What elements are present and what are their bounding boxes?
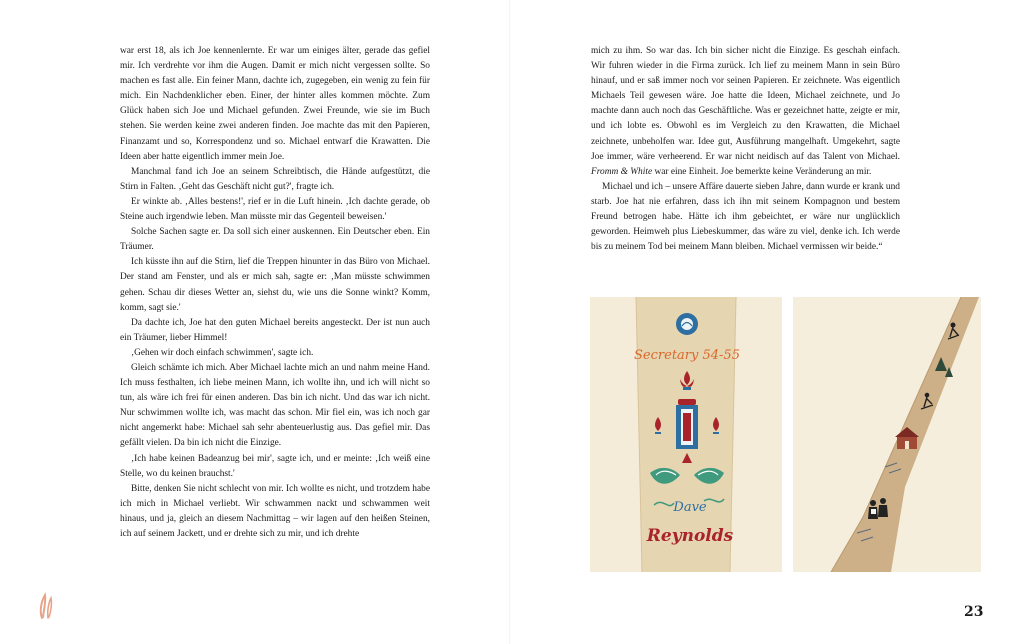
left-paragraph-9: ‚Ich habe keinen Badeanzug bei mir', sagte ich, und er meinte: ‚Ich weiß eine Stelle, wo du keinen brauchst.' (120, 453, 430, 479)
right-paragraph-1-text: mich zu ihm. So war das. Ich bin sicher nicht die Einzige. Es geschah einfach. Wir fuhren wieder in die Firma zurück. Ich lief zu meinem Mann in sein Büro hinauf, und er saß immer noch vor seinen Papieren. Er zeichnete. Was eigentlich Michaels Teil gewesen wäre. Joe hatte die Ideen, Michael zeichnete, und Jo machte dann auch noch das Geschäftliche. Was er gezeichnet hatte, zeigte er mir, und ich lobte es. Obwohl es im Vergleich zu den Krawatten, die Michael zeichnete, unbeholfen war. Idee gut, Ausführung mangelhaft. Umgekehrt, sagte Joe immer, wäre verheerend. Er war nicht neidisch auf das Talent von Michael. (591, 46, 900, 162)
left-paragraph-3: Er winkte ab. ‚Alles bestens!', rief er in die Luft hinein. ‚Ich dachte gerade, ob Steine auch irgendwie leben. Man müsste mir das Gegenteil beweisen.' (120, 196, 430, 223)
left-paragraph-6: Da dachte ich, Joe hat den guten Michael bereits angesteckt. Der ist nun auch ein Träumer, lieber Himmel! (120, 317, 430, 343)
ski-tie-illustration (793, 297, 981, 572)
crest-icon (676, 399, 698, 449)
tie-photo-secretary (590, 297, 782, 572)
left-text-column (120, 44, 430, 542)
brand-sentence: war eine Einheit. Joe bemerkte keine Veränderung an mir. (652, 166, 872, 177)
left-paragraph-10: Bitte, denken Sie nicht schlecht von mir. Ich wollte es nicht, und trotzdem habe ich mich in Michael verliebt. Wir schwammen nackt und schwammen weit hinaus, und ja, gleich an diesem Nachmittag – wir lagen auf den heißen Steinen, ich auf seinem Jackett, und er drehte sich zu mir, und ich drehte (120, 483, 430, 539)
left-paragraph-4: Solche Sachen sagte er. Da soll sich einer auskennen. Ein Deutscher eben. Ein Träumer. (120, 227, 430, 253)
page-number: 23 (964, 604, 984, 620)
left-paragraph-7: ‚Gehen wir doch einfach schwimmen', sagte ich. (131, 347, 314, 358)
right-paragraph-1 (591, 44, 900, 180)
right-text-column (591, 44, 900, 255)
left-paragraph-8: Gleich schämte ich mich. Aber Michael lachte mich an und nahm meine Hand. Ich muss festhalten, ich liebe meinen Mann, ich wollte ihn, und ich will nicht so tun, als wäre ich frei für einen anderen. Das bin ich nicht. Und das war ich nicht. Nur schwimmen wollte ich, was macht das schon. Mir fiel ein, was ich noch gar nicht angemerkt habe: Michael sah sehr abenteuerlustig aus. Das gefiel mir. Das gefällt vielen. Da bin ich nicht die Einzige. (120, 362, 430, 449)
right-page (510, 0, 1020, 644)
tie-photo-ski (793, 297, 981, 572)
brand-name: Fromm & White (591, 166, 653, 177)
tie-illustration (590, 297, 782, 572)
left-paragraph-5: Ich küsste ihn auf die Stirn, lief die Treppen hinunter in das Büro von Michael. Der stand am Fenster, und als er mich sah, sagte er: ‚Man müsste schwimmen gehen. Schau dir dieses Wetter an, siehst du, wie uns die Sonne winkt? Komm, komm, sagt sie.' (120, 257, 430, 313)
corner-ornament-icon (36, 592, 58, 620)
tie-secretary-text: Secretary 54-55 (634, 348, 740, 363)
tie-name-first: Dave (673, 500, 707, 515)
tie-name-last: Reynolds (646, 526, 734, 546)
left-paragraph-2: Manchmal fand ich Joe an seinem Schreibtisch, die Hände aufgestützt, die Stirn in Falten. ‚Geht das Geschäft nicht gut?', fragte ich. (120, 166, 430, 192)
right-paragraph-2: Michael und ich – unsere Affäre dauerte sieben Jahre, dann wurde er krank und starb. Joe hat nie erfahren, dass ich ihn mit seinem Kompagnon und bestem Freund betrogen habe. Hätte ich ihm gebeichtet, er wäre nur unglücklich geworden. Heimweh plus Liebeskummer, das wäre zu viel, denke ich. Ich werde bis zu meinem Tod bei meinem Mann bleiben. Michael vermissen wir beide.“ (591, 181, 900, 253)
left-paragraph-1: war erst 18, als ich Joe kennenlernte. Er war um einiges älter, gerade das gefiel mir. Ich verdrehte vor ihm die Augen. Damit er mich nicht vergessen sollte. So machen es fast alle. Ein feiner Mann, dachte ich, zugegeben, ein wenig zu fein für mich. Ein Nachdenklicher eben. Einer, der hinter alles kommen möchte. Zum Glück haben sich Joe und Michael gefunden. Zwei Freunde, wie sie im Buch stehen. Sie werden keine zwei anderen finden. Joe machte das mit den Papieren, Finanzamt und so, Korrespondenz und so. Michael entwarf die Krawatten. Die Ideen aber hatte eigentlich immer mein Joe. (120, 46, 430, 162)
